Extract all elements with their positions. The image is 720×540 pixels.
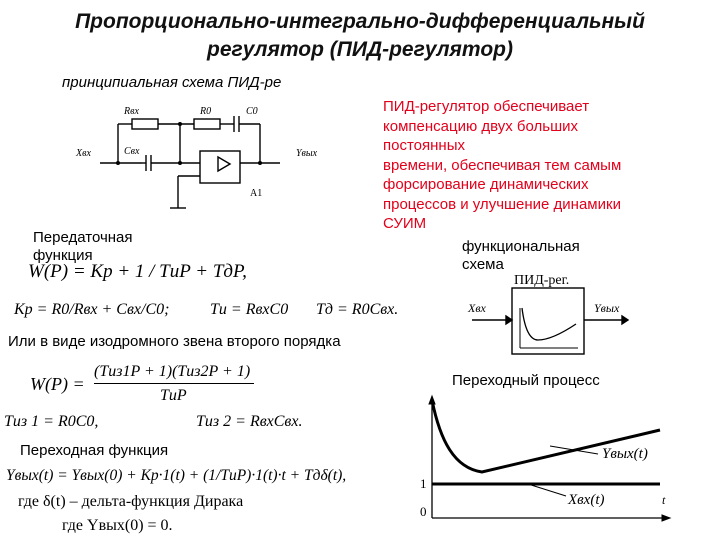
- description-line: постоянных: [383, 137, 465, 154]
- td-formula: Tд = R0Cвх.: [316, 301, 399, 318]
- transfer-function-caption: Передаточная функция: [33, 229, 133, 264]
- graph-x-label: Xвх(t): [568, 492, 605, 508]
- label-c0: C0: [246, 106, 258, 117]
- transfer-function-formula: W(P) = Kp + 1 / TиP + TдP,: [28, 261, 247, 282]
- label-cin: Cвх: [124, 146, 140, 157]
- label-xin: Xвх: [76, 148, 91, 159]
- resistor-rin: [132, 119, 158, 129]
- transient-caption: Переходная функция: [20, 442, 169, 459]
- transient-graph: [410, 392, 680, 538]
- isodromic-caption: Или в виде изодромного звена второго порядка: [8, 333, 341, 350]
- graph-y-label: Yвых(t): [602, 446, 648, 462]
- functional-scheme-caption: функциональная схема: [462, 238, 580, 273]
- description-line: компенсацию двух больших: [383, 117, 579, 135]
- graph-t-label: t: [662, 493, 666, 507]
- pid-block-label: ПИД-рег.: [514, 273, 570, 288]
- description-line: ПИД-регулятор обеспечивает: [383, 98, 590, 115]
- page-subtitle: регулятор (ПИД-регулятор): [207, 38, 513, 61]
- description-line: времени, обеспечивая тем самым: [383, 156, 622, 174]
- functional-scheme: [462, 268, 642, 368]
- fs-yout-label: Yвых: [594, 301, 620, 315]
- description-line: форсирование динамических: [383, 176, 589, 193]
- dirac-note: где δ(t) – дельта-функция Дирака: [18, 493, 244, 510]
- isodromic-numerator: (Tиз1P + 1)(Tиз2P + 1): [94, 363, 251, 380]
- label-yout: Yвых: [296, 148, 318, 159]
- label-r0: R0: [200, 106, 212, 117]
- schematic-caption: принципиальная схема ПИД-ре: [62, 74, 282, 91]
- tiz2-formula: Tиз 2 = RвхCвх.: [196, 413, 303, 430]
- ti-formula: Tи = RвхC0: [210, 301, 289, 318]
- isodromic-denominator: TиP: [160, 387, 187, 404]
- tiz1-formula: Tиз 1 = R0C0,: [4, 413, 99, 430]
- transient-graph-caption: Переходный процесс: [452, 372, 600, 389]
- circuit-schematic: [60, 96, 318, 226]
- graph-tick-0: 0: [420, 504, 427, 519]
- description-line: СУИМ: [383, 215, 427, 232]
- transient-formula: Yвых(t) = Yвых(0) + Kp·1(t) + (1/TиP)·1(t)·t + Tдδ(t),: [6, 467, 347, 484]
- isodromic-lhs: W(P) =: [30, 374, 85, 394]
- fs-xin-label: Xвх: [468, 301, 486, 315]
- label-rin: Rвх: [124, 106, 139, 117]
- description-line: процессов и улучшение динамики: [383, 195, 621, 213]
- pid-block: [512, 288, 584, 354]
- resistor-r0: [194, 119, 220, 129]
- fraction-bar: [94, 383, 254, 384]
- description-text: [383, 97, 713, 234]
- label-amp: A1: [250, 188, 263, 199]
- initial-condition: где Yвых(0) = 0.: [62, 517, 173, 534]
- amplifier-block: [200, 151, 240, 183]
- kp-formula: Kp = R0/Rвх + Cвх/C0;: [14, 301, 170, 318]
- graph-tick-1: 1: [420, 476, 427, 491]
- page-title: Пропорционально-интегрально-дифференциальный: [75, 10, 645, 33]
